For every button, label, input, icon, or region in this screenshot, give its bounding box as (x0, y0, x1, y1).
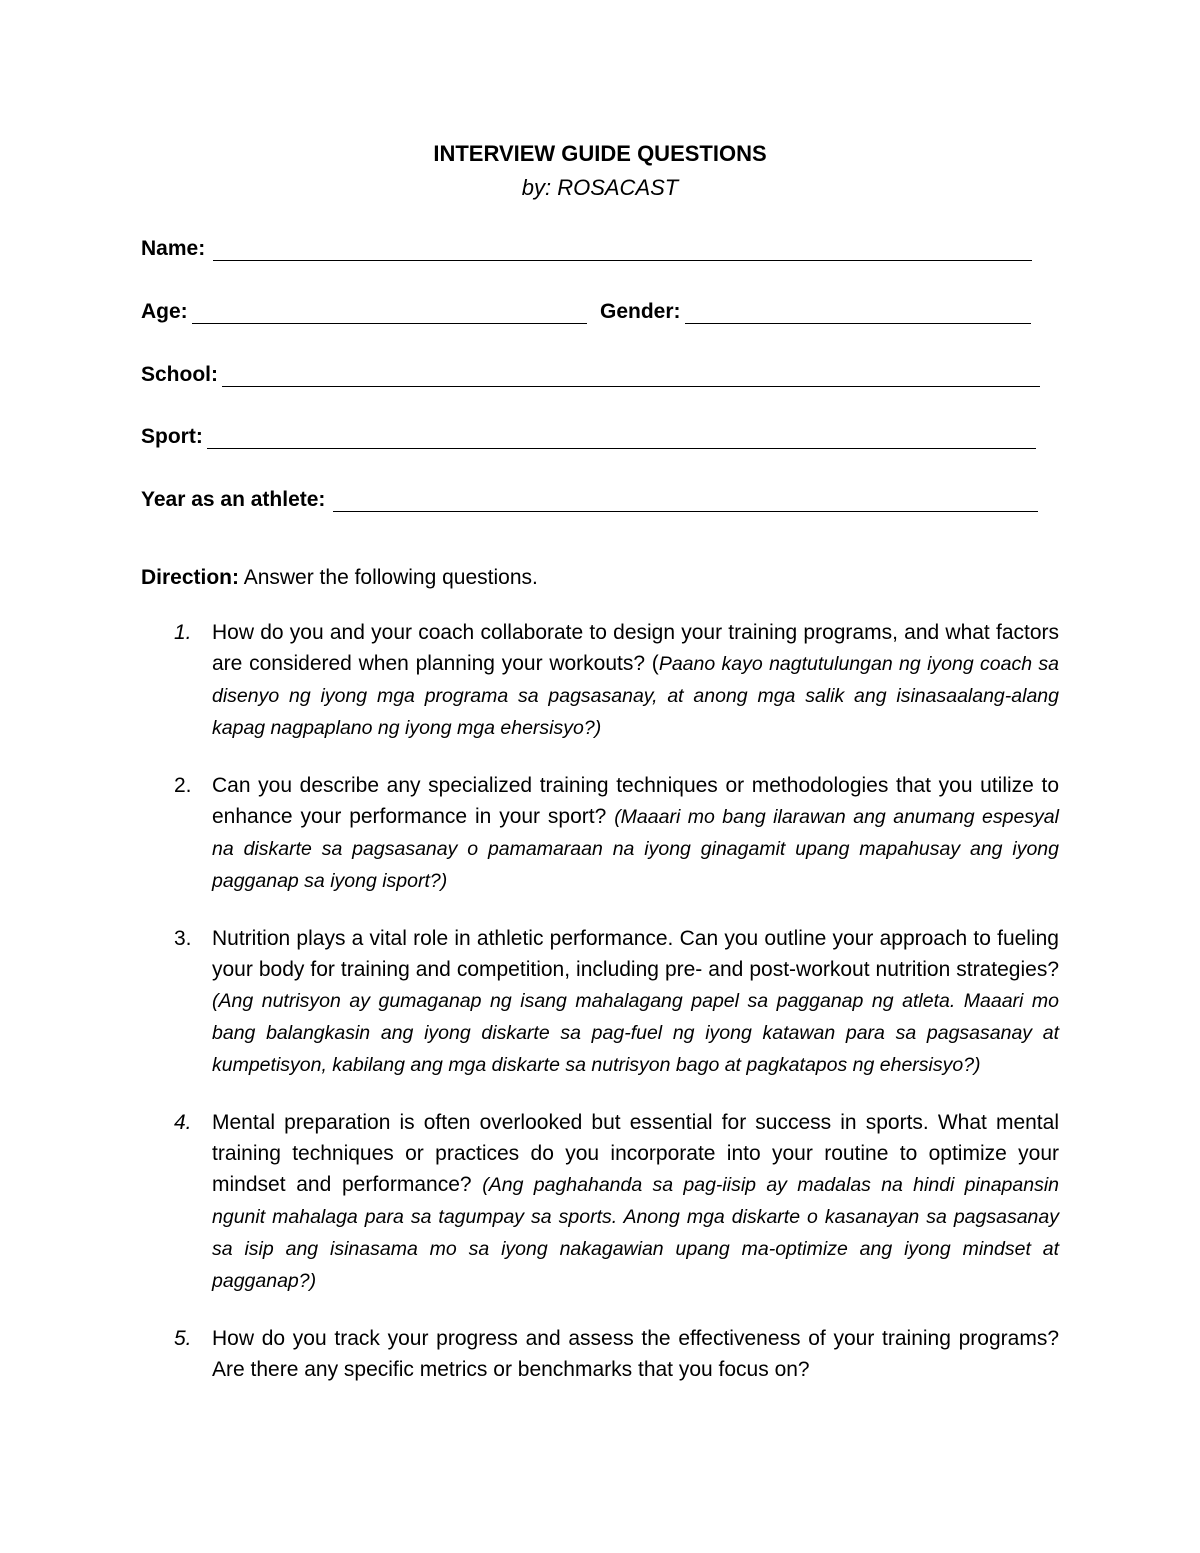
year-blank-line (333, 489, 1038, 512)
question-number: 2. (174, 774, 192, 797)
gender-field (600, 296, 1031, 324)
question-english: Mental preparation is often overlooked but essential for success in sports. What mental training techniques or practices do you incorporate into your routine to optimize your mindset and performance? (212, 1111, 1059, 1196)
question-item (141, 1323, 1059, 1385)
sport-field (141, 421, 1036, 449)
school-label: School: (141, 363, 218, 386)
direction-text: Answer the following questions. (239, 566, 538, 589)
school-blank-line (222, 364, 1040, 387)
sport-blank-line (207, 426, 1036, 449)
question-english: Can you describe any specialized training techniques or methodologies that you utilize to enhance your performance in your sport? (212, 774, 1059, 828)
question-list (141, 617, 1059, 1411)
name-blank-line (213, 238, 1032, 261)
direction-line (141, 566, 538, 590)
name-field (141, 233, 1032, 261)
question-english: Nutrition plays a vital role in athletic performance. Can you outline your approach to fueling your body for training and competition, including pre- and post-workout nutrition strategies? (212, 927, 1059, 981)
year-field (141, 484, 1038, 512)
name-label: Name: (141, 237, 206, 260)
author-byline: by: ROSACAST (521, 175, 679, 200)
question-item (141, 923, 1059, 1081)
question-number: 1. (174, 621, 192, 644)
question-filipino: Paano kayo nagtutulungan ng iyong coach sa disenyo ng iyong mga programa sa pagsasanay, at anong mga salik ang isinasaalang-alang kapag nagpaplano ng iyong mga ehersisyo?) (212, 653, 1059, 739)
year-label: Year as an athlete: (141, 488, 326, 511)
gender-blank-line (685, 301, 1031, 324)
page-title: INTERVIEW GUIDE QUESTIONS (433, 141, 767, 166)
question-english: How do you and your coach collaborate to design your training programs, and what factors are considered when planning your workouts? ( (212, 621, 1059, 675)
age-field (141, 296, 587, 324)
question-number: 5. (174, 1327, 192, 1350)
question-filipino: (Ang paghahanda sa pag-iisip ay madalas na hindi pinapansin ngunit mahalaga para sa tagumpay sa sports. Anong mga diskarte o kasanayan sa pagsasanay sa isip ang isinasama mo sa iyong nakagawian upang ma-optimize ang iyong mindset at pagganap?) (212, 1174, 1060, 1292)
question-item (141, 1107, 1059, 1297)
question-number: 4. (174, 1111, 192, 1134)
question-number: 3. (174, 927, 192, 950)
sport-label: Sport: (141, 425, 203, 448)
direction-label: Direction: (141, 566, 240, 589)
question-item (141, 617, 1059, 744)
question-item (141, 770, 1059, 897)
age-blank-line (192, 301, 587, 324)
age-label: Age: (141, 300, 188, 323)
question-filipino: (Maaari mo bang ilarawan ang anumang espesyal na diskarte sa pagsasanay o pamamaraan na iyong ginagamit upang mapahusay ang iyong pagganap sa iyong isport?) (212, 806, 1059, 892)
question-english: How do you track your progress and assess the effectiveness of your training programs? Are there any specific metrics or benchmarks that you focus on? (212, 1327, 1059, 1381)
question-filipino: (Ang nutrisyon ay gumaganap ng isang mahalagang papel sa pagganap ng atleta. Maaari mo bang balangkasin ang iyong diskarte sa pag-fuel ng iyong katawan para sa pagsasanay at kumpetisyon, kabilang ang mga diskarte sa nutrisyon bago at pagkatapos ng ehersisyo?) (212, 990, 1059, 1076)
school-field (141, 359, 1040, 387)
gender-label: Gender: (600, 300, 681, 323)
